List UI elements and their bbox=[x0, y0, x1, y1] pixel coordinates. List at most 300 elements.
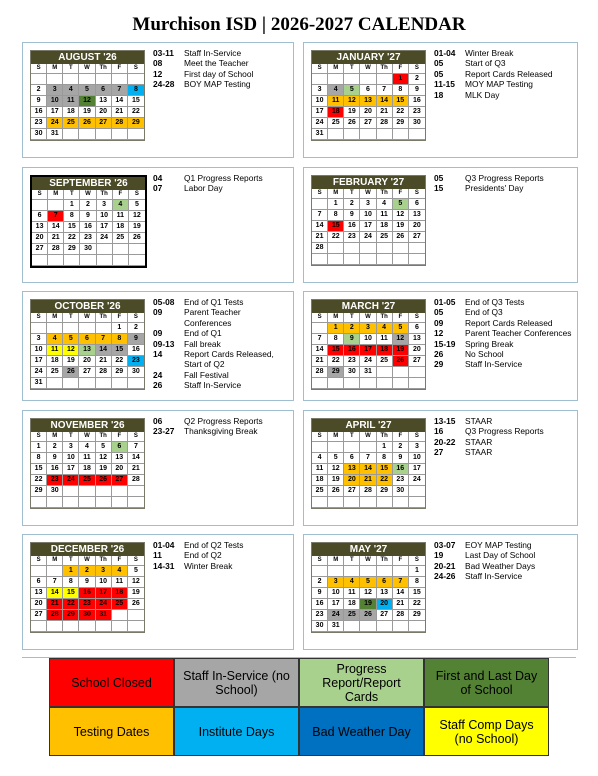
day-cell: 9 bbox=[312, 588, 328, 599]
day-cell: 19 bbox=[129, 222, 145, 233]
event-date: 11-15 bbox=[434, 79, 455, 90]
day-cell bbox=[79, 497, 95, 508]
event-date: 05 bbox=[434, 307, 444, 318]
day-cell bbox=[393, 129, 409, 140]
mini-calendar bbox=[311, 299, 426, 390]
day-cell: 11 bbox=[112, 577, 128, 588]
day-cell: 15 bbox=[112, 345, 128, 356]
day-cell bbox=[96, 497, 112, 508]
day-cell: 8 bbox=[112, 334, 128, 345]
event-date: 09 bbox=[153, 328, 163, 339]
event-item bbox=[153, 58, 289, 68]
event-item bbox=[434, 359, 573, 369]
weekday-header: S bbox=[409, 189, 425, 199]
day-cell: 1 bbox=[31, 442, 47, 453]
day-cell bbox=[128, 129, 144, 140]
weekday-header: W bbox=[360, 313, 376, 323]
event-item bbox=[153, 416, 289, 426]
event-text: Q1 Progress Reports bbox=[184, 173, 263, 183]
day-cell: 18 bbox=[112, 588, 128, 599]
day-cell: 31 bbox=[96, 610, 112, 621]
event-item bbox=[434, 58, 573, 68]
day-cell: 7 bbox=[96, 334, 112, 345]
event-text: First day of School bbox=[184, 68, 254, 79]
day-cell: 18 bbox=[312, 475, 328, 486]
day-cell: 24 bbox=[409, 475, 425, 486]
day-cell: 9 bbox=[31, 96, 47, 107]
weekday-header: F bbox=[393, 64, 409, 74]
weekday-header: W bbox=[79, 64, 95, 74]
day-cell: 3 bbox=[328, 577, 344, 588]
day-cell bbox=[393, 566, 409, 577]
day-cell bbox=[312, 199, 328, 210]
event-item bbox=[153, 550, 289, 560]
day-cell: 22 bbox=[63, 599, 79, 610]
day-cell: 8 bbox=[393, 85, 409, 96]
day-cell: 14 bbox=[48, 222, 64, 233]
event-date: 20-22 bbox=[434, 436, 456, 447]
weekday-header: Th bbox=[377, 313, 393, 323]
event-item bbox=[153, 380, 289, 390]
day-cell: 12 bbox=[96, 453, 112, 464]
day-cell: 27 bbox=[96, 118, 112, 129]
weekday-header: M bbox=[328, 432, 344, 442]
day-cell bbox=[63, 497, 79, 508]
event-text: MLK Day bbox=[465, 89, 500, 100]
day-cell: 13 bbox=[377, 588, 393, 599]
day-cell bbox=[344, 621, 360, 632]
day-cell: 9 bbox=[80, 211, 96, 222]
event-list bbox=[153, 416, 289, 437]
day-cell: 15 bbox=[328, 345, 344, 356]
day-cell bbox=[97, 255, 113, 266]
day-cell: 22 bbox=[112, 356, 128, 367]
event-date: 12 bbox=[153, 68, 163, 79]
event-text: Parent Teacher Conferences bbox=[465, 328, 572, 339]
weekday-header: S bbox=[129, 190, 145, 200]
event-item bbox=[153, 48, 289, 58]
month-name: OCTOBER '26 bbox=[31, 300, 144, 313]
day-cell: 23 bbox=[128, 356, 144, 367]
event-item bbox=[153, 561, 289, 571]
weekday-header: S bbox=[128, 556, 144, 566]
event-text: Report Cards Released, Start of Q2 bbox=[184, 349, 274, 370]
day-cell bbox=[79, 74, 95, 85]
day-cell: 19 bbox=[79, 107, 95, 118]
day-cell: 3 bbox=[47, 85, 63, 96]
legend-school-closed: School Closed bbox=[49, 658, 174, 707]
weekday-header: W bbox=[79, 313, 95, 323]
day-cell bbox=[47, 378, 63, 389]
day-cell bbox=[31, 74, 47, 85]
day-cell: 7 bbox=[393, 577, 409, 588]
day-cell: 22 bbox=[64, 233, 80, 244]
day-cell: 24 bbox=[312, 118, 328, 129]
weekday-header: S bbox=[312, 64, 328, 74]
event-date: 14-31 bbox=[153, 560, 175, 571]
day-grid bbox=[312, 313, 425, 389]
day-cell: 10 bbox=[63, 453, 79, 464]
day-cell: 20 bbox=[96, 107, 112, 118]
weekday-header: F bbox=[393, 313, 409, 323]
event-item bbox=[434, 561, 573, 571]
weekday-header: S bbox=[128, 432, 144, 442]
mini-calendar bbox=[311, 175, 426, 266]
event-date: 09-13 bbox=[153, 338, 175, 349]
event-text: Spring Break bbox=[465, 338, 514, 349]
day-cell: 30 bbox=[393, 486, 409, 497]
day-cell: 20 bbox=[112, 464, 128, 475]
day-cell bbox=[409, 367, 425, 378]
event-item bbox=[434, 349, 573, 359]
event-item bbox=[153, 426, 289, 436]
weekday-header: T bbox=[63, 432, 79, 442]
day-cell: 4 bbox=[63, 85, 79, 96]
day-cell: 7 bbox=[48, 211, 64, 222]
day-cell bbox=[328, 566, 344, 577]
day-cell: 2 bbox=[312, 577, 328, 588]
day-cell: 23 bbox=[409, 107, 425, 118]
day-cell bbox=[79, 323, 95, 334]
month-name: MARCH '27 bbox=[312, 300, 425, 313]
month-panel-dec bbox=[22, 534, 294, 650]
day-cell: 5 bbox=[129, 200, 145, 211]
event-item bbox=[434, 540, 573, 550]
day-cell bbox=[128, 610, 144, 621]
event-date: 24 bbox=[153, 369, 163, 380]
event-item bbox=[153, 173, 289, 183]
day-cell: 13 bbox=[32, 222, 48, 233]
legend-staff-inservice: Staff In-Service (no School) bbox=[174, 658, 299, 707]
weekday-header: F bbox=[112, 64, 128, 74]
day-cell: 9 bbox=[79, 577, 95, 588]
event-text: STAAR bbox=[465, 416, 493, 426]
day-cell: 11 bbox=[312, 464, 328, 475]
event-item bbox=[153, 328, 289, 338]
day-cell: 18 bbox=[377, 345, 393, 356]
day-cell: 22 bbox=[128, 107, 144, 118]
day-cell: 24 bbox=[31, 367, 47, 378]
day-cell bbox=[393, 497, 409, 508]
day-cell: 22 bbox=[31, 475, 47, 486]
weekday-header: S bbox=[409, 313, 425, 323]
day-cell: 27 bbox=[377, 610, 393, 621]
day-cell: 11 bbox=[377, 334, 393, 345]
day-cell bbox=[80, 255, 96, 266]
event-item bbox=[153, 307, 289, 328]
day-cell bbox=[64, 255, 80, 266]
day-cell bbox=[377, 243, 393, 254]
day-cell bbox=[63, 621, 79, 632]
event-list bbox=[434, 297, 573, 370]
event-item bbox=[434, 416, 573, 426]
day-cell bbox=[112, 378, 128, 389]
day-cell: 14 bbox=[360, 464, 376, 475]
day-cell: 12 bbox=[344, 96, 360, 107]
day-grid bbox=[312, 432, 425, 508]
day-cell: 15 bbox=[328, 221, 344, 232]
day-cell: 28 bbox=[48, 244, 64, 255]
day-cell: 20 bbox=[344, 475, 360, 486]
day-cell: 6 bbox=[112, 442, 128, 453]
mini-calendar bbox=[311, 418, 426, 509]
event-item bbox=[434, 307, 573, 317]
day-cell: 31 bbox=[47, 129, 63, 140]
day-cell bbox=[128, 74, 144, 85]
day-cell: 4 bbox=[377, 323, 393, 334]
day-cell: 26 bbox=[63, 367, 79, 378]
day-cell: 12 bbox=[393, 210, 409, 221]
day-cell: 8 bbox=[328, 334, 344, 345]
day-cell: 9 bbox=[344, 210, 360, 221]
weekday-header: S bbox=[31, 313, 47, 323]
day-cell: 29 bbox=[63, 610, 79, 621]
day-cell: 14 bbox=[112, 96, 128, 107]
day-cell: 26 bbox=[360, 610, 376, 621]
day-cell: 10 bbox=[328, 588, 344, 599]
day-cell: 1 bbox=[63, 566, 79, 577]
event-date: 01-05 bbox=[434, 297, 456, 307]
day-cell bbox=[47, 323, 63, 334]
month-panel-feb bbox=[303, 167, 578, 283]
day-cell bbox=[377, 74, 393, 85]
day-cell: 9 bbox=[344, 334, 360, 345]
event-text: No School bbox=[465, 349, 504, 360]
day-cell: 23 bbox=[344, 232, 360, 243]
day-cell bbox=[79, 486, 95, 497]
day-cell: 17 bbox=[47, 107, 63, 118]
weekday-header: W bbox=[80, 190, 96, 200]
day-cell bbox=[312, 378, 328, 389]
day-cell bbox=[31, 566, 47, 577]
day-cell: 6 bbox=[344, 453, 360, 464]
day-cell: 1 bbox=[377, 442, 393, 453]
day-cell: 31 bbox=[360, 367, 376, 378]
day-cell: 1 bbox=[328, 323, 344, 334]
day-cell bbox=[409, 621, 425, 632]
day-cell: 11 bbox=[328, 96, 344, 107]
event-date: 29 bbox=[434, 359, 444, 370]
day-cell: 19 bbox=[344, 107, 360, 118]
day-cell: 7 bbox=[128, 442, 144, 453]
event-text: Report Cards Released bbox=[465, 317, 553, 328]
event-text: Fall break bbox=[184, 338, 221, 349]
day-cell: 19 bbox=[63, 356, 79, 367]
day-cell: 25 bbox=[47, 367, 63, 378]
day-cell bbox=[48, 255, 64, 266]
day-cell bbox=[112, 621, 128, 632]
day-cell: 27 bbox=[344, 486, 360, 497]
day-cell: 2 bbox=[47, 442, 63, 453]
day-cell: 9 bbox=[128, 334, 144, 345]
event-text: Labor Day bbox=[184, 183, 223, 194]
day-cell: 16 bbox=[79, 588, 95, 599]
day-cell: 8 bbox=[409, 577, 425, 588]
day-cell: 4 bbox=[79, 442, 95, 453]
day-cell: 15 bbox=[128, 96, 144, 107]
day-cell bbox=[409, 254, 425, 265]
day-cell: 20 bbox=[32, 233, 48, 244]
weekday-header: Th bbox=[97, 190, 113, 200]
event-text: Meet the Teacher bbox=[184, 58, 249, 69]
day-cell: 5 bbox=[393, 323, 409, 334]
day-cell: 27 bbox=[32, 244, 48, 255]
day-cell: 4 bbox=[312, 453, 328, 464]
weekday-header: M bbox=[328, 556, 344, 566]
day-cell: 26 bbox=[344, 118, 360, 129]
day-cell: 3 bbox=[360, 199, 376, 210]
day-cell: 4 bbox=[377, 199, 393, 210]
event-text: End of Q2 bbox=[184, 550, 222, 561]
day-cell: 10 bbox=[31, 345, 47, 356]
event-item bbox=[434, 571, 573, 581]
day-cell: 7 bbox=[377, 85, 393, 96]
day-cell: 3 bbox=[312, 85, 328, 96]
day-cell: 16 bbox=[47, 464, 63, 475]
weekday-header: M bbox=[328, 189, 344, 199]
event-date: 09 bbox=[434, 317, 444, 328]
day-cell: 1 bbox=[112, 323, 128, 334]
weekday-header: T bbox=[344, 189, 360, 199]
day-cell bbox=[96, 129, 112, 140]
weekday-header: S bbox=[409, 64, 425, 74]
weekday-header: S bbox=[312, 189, 328, 199]
weekday-header: Th bbox=[96, 556, 112, 566]
weekday-header: W bbox=[79, 432, 95, 442]
day-cell: 24 bbox=[360, 232, 376, 243]
weekday-header: S bbox=[409, 432, 425, 442]
day-cell bbox=[47, 497, 63, 508]
day-cell bbox=[393, 621, 409, 632]
day-cell bbox=[344, 566, 360, 577]
day-cell bbox=[96, 378, 112, 389]
weekday-header: F bbox=[393, 189, 409, 199]
day-cell: 3 bbox=[63, 442, 79, 453]
day-cell: 12 bbox=[79, 96, 95, 107]
day-cell: 14 bbox=[47, 588, 63, 599]
day-cell: 15 bbox=[393, 96, 409, 107]
day-cell: 12 bbox=[129, 211, 145, 222]
day-cell: 24 bbox=[63, 475, 79, 486]
day-cell bbox=[328, 129, 344, 140]
day-cell: 6 bbox=[409, 199, 425, 210]
day-cell: 28 bbox=[312, 367, 328, 378]
day-cell: 13 bbox=[344, 464, 360, 475]
weekday-header: T bbox=[344, 64, 360, 74]
day-cell bbox=[112, 129, 128, 140]
day-cell: 18 bbox=[377, 221, 393, 232]
event-date: 27 bbox=[434, 447, 444, 458]
day-cell: 23 bbox=[80, 233, 96, 244]
weekday-header: W bbox=[360, 189, 376, 199]
day-cell: 4 bbox=[112, 566, 128, 577]
day-cell: 10 bbox=[312, 96, 328, 107]
day-cell: 9 bbox=[409, 85, 425, 96]
event-item bbox=[434, 173, 573, 183]
weekday-header: T bbox=[63, 556, 79, 566]
event-text: Staff In-Service bbox=[184, 380, 242, 391]
legend-bad-weather: Bad Weather Day bbox=[299, 707, 424, 756]
day-cell bbox=[79, 129, 95, 140]
day-cell bbox=[312, 442, 328, 453]
day-cell bbox=[48, 200, 64, 211]
day-cell: 24 bbox=[328, 610, 344, 621]
event-date: 19 bbox=[434, 550, 444, 561]
day-cell: 9 bbox=[393, 453, 409, 464]
mini-calendar bbox=[30, 542, 145, 633]
day-cell: 25 bbox=[113, 233, 129, 244]
day-cell bbox=[360, 129, 376, 140]
event-item bbox=[153, 339, 289, 349]
day-cell bbox=[312, 566, 328, 577]
day-cell: 24 bbox=[47, 118, 63, 129]
weekday-header: F bbox=[393, 432, 409, 442]
event-item bbox=[153, 69, 289, 79]
day-cell bbox=[328, 243, 344, 254]
mini-calendar bbox=[30, 175, 147, 268]
event-text: Winter Break bbox=[465, 48, 514, 58]
day-cell: 12 bbox=[128, 577, 144, 588]
event-date: 09 bbox=[153, 307, 163, 318]
event-text: Parent Teacher Conferences bbox=[184, 307, 241, 328]
day-cell: 16 bbox=[80, 222, 96, 233]
day-grid bbox=[31, 432, 144, 508]
event-list bbox=[153, 173, 289, 194]
event-text: MOY MAP Testing bbox=[465, 79, 533, 90]
day-cell bbox=[328, 378, 344, 389]
day-grid bbox=[31, 64, 144, 140]
day-cell: 21 bbox=[393, 599, 409, 610]
day-cell: 25 bbox=[377, 232, 393, 243]
day-cell: 18 bbox=[328, 107, 344, 118]
day-cell bbox=[360, 254, 376, 265]
day-cell: 12 bbox=[393, 334, 409, 345]
day-cell: 25 bbox=[112, 599, 128, 610]
day-cell: 23 bbox=[79, 599, 95, 610]
day-cell: 17 bbox=[328, 599, 344, 610]
day-cell: 19 bbox=[393, 345, 409, 356]
event-date: 11 bbox=[153, 550, 162, 561]
event-text: End of Q1 bbox=[184, 328, 222, 339]
day-cell: 11 bbox=[63, 96, 79, 107]
legend-testing: Testing Dates bbox=[49, 707, 174, 756]
day-cell: 16 bbox=[409, 96, 425, 107]
day-cell: 16 bbox=[344, 345, 360, 356]
day-cell: 22 bbox=[409, 599, 425, 610]
day-cell: 25 bbox=[79, 475, 95, 486]
day-cell: 23 bbox=[47, 475, 63, 486]
event-item bbox=[434, 447, 573, 457]
day-cell bbox=[32, 200, 48, 211]
day-cell bbox=[128, 378, 144, 389]
day-cell: 11 bbox=[79, 453, 95, 464]
day-cell: 28 bbox=[128, 475, 144, 486]
weekday-header: T bbox=[64, 190, 80, 200]
day-cell: 24 bbox=[97, 233, 113, 244]
day-cell: 31 bbox=[312, 129, 328, 140]
event-item bbox=[153, 349, 289, 370]
weekday-header: M bbox=[47, 556, 63, 566]
event-date: 03-11 bbox=[153, 48, 174, 58]
day-cell: 20 bbox=[409, 221, 425, 232]
day-cell: 16 bbox=[312, 599, 328, 610]
event-item bbox=[153, 79, 289, 89]
day-cell: 8 bbox=[31, 453, 47, 464]
event-text: Bad Weather Days bbox=[465, 560, 536, 571]
day-cell: 3 bbox=[96, 566, 112, 577]
day-cell: 6 bbox=[96, 85, 112, 96]
mini-calendar bbox=[311, 50, 426, 141]
